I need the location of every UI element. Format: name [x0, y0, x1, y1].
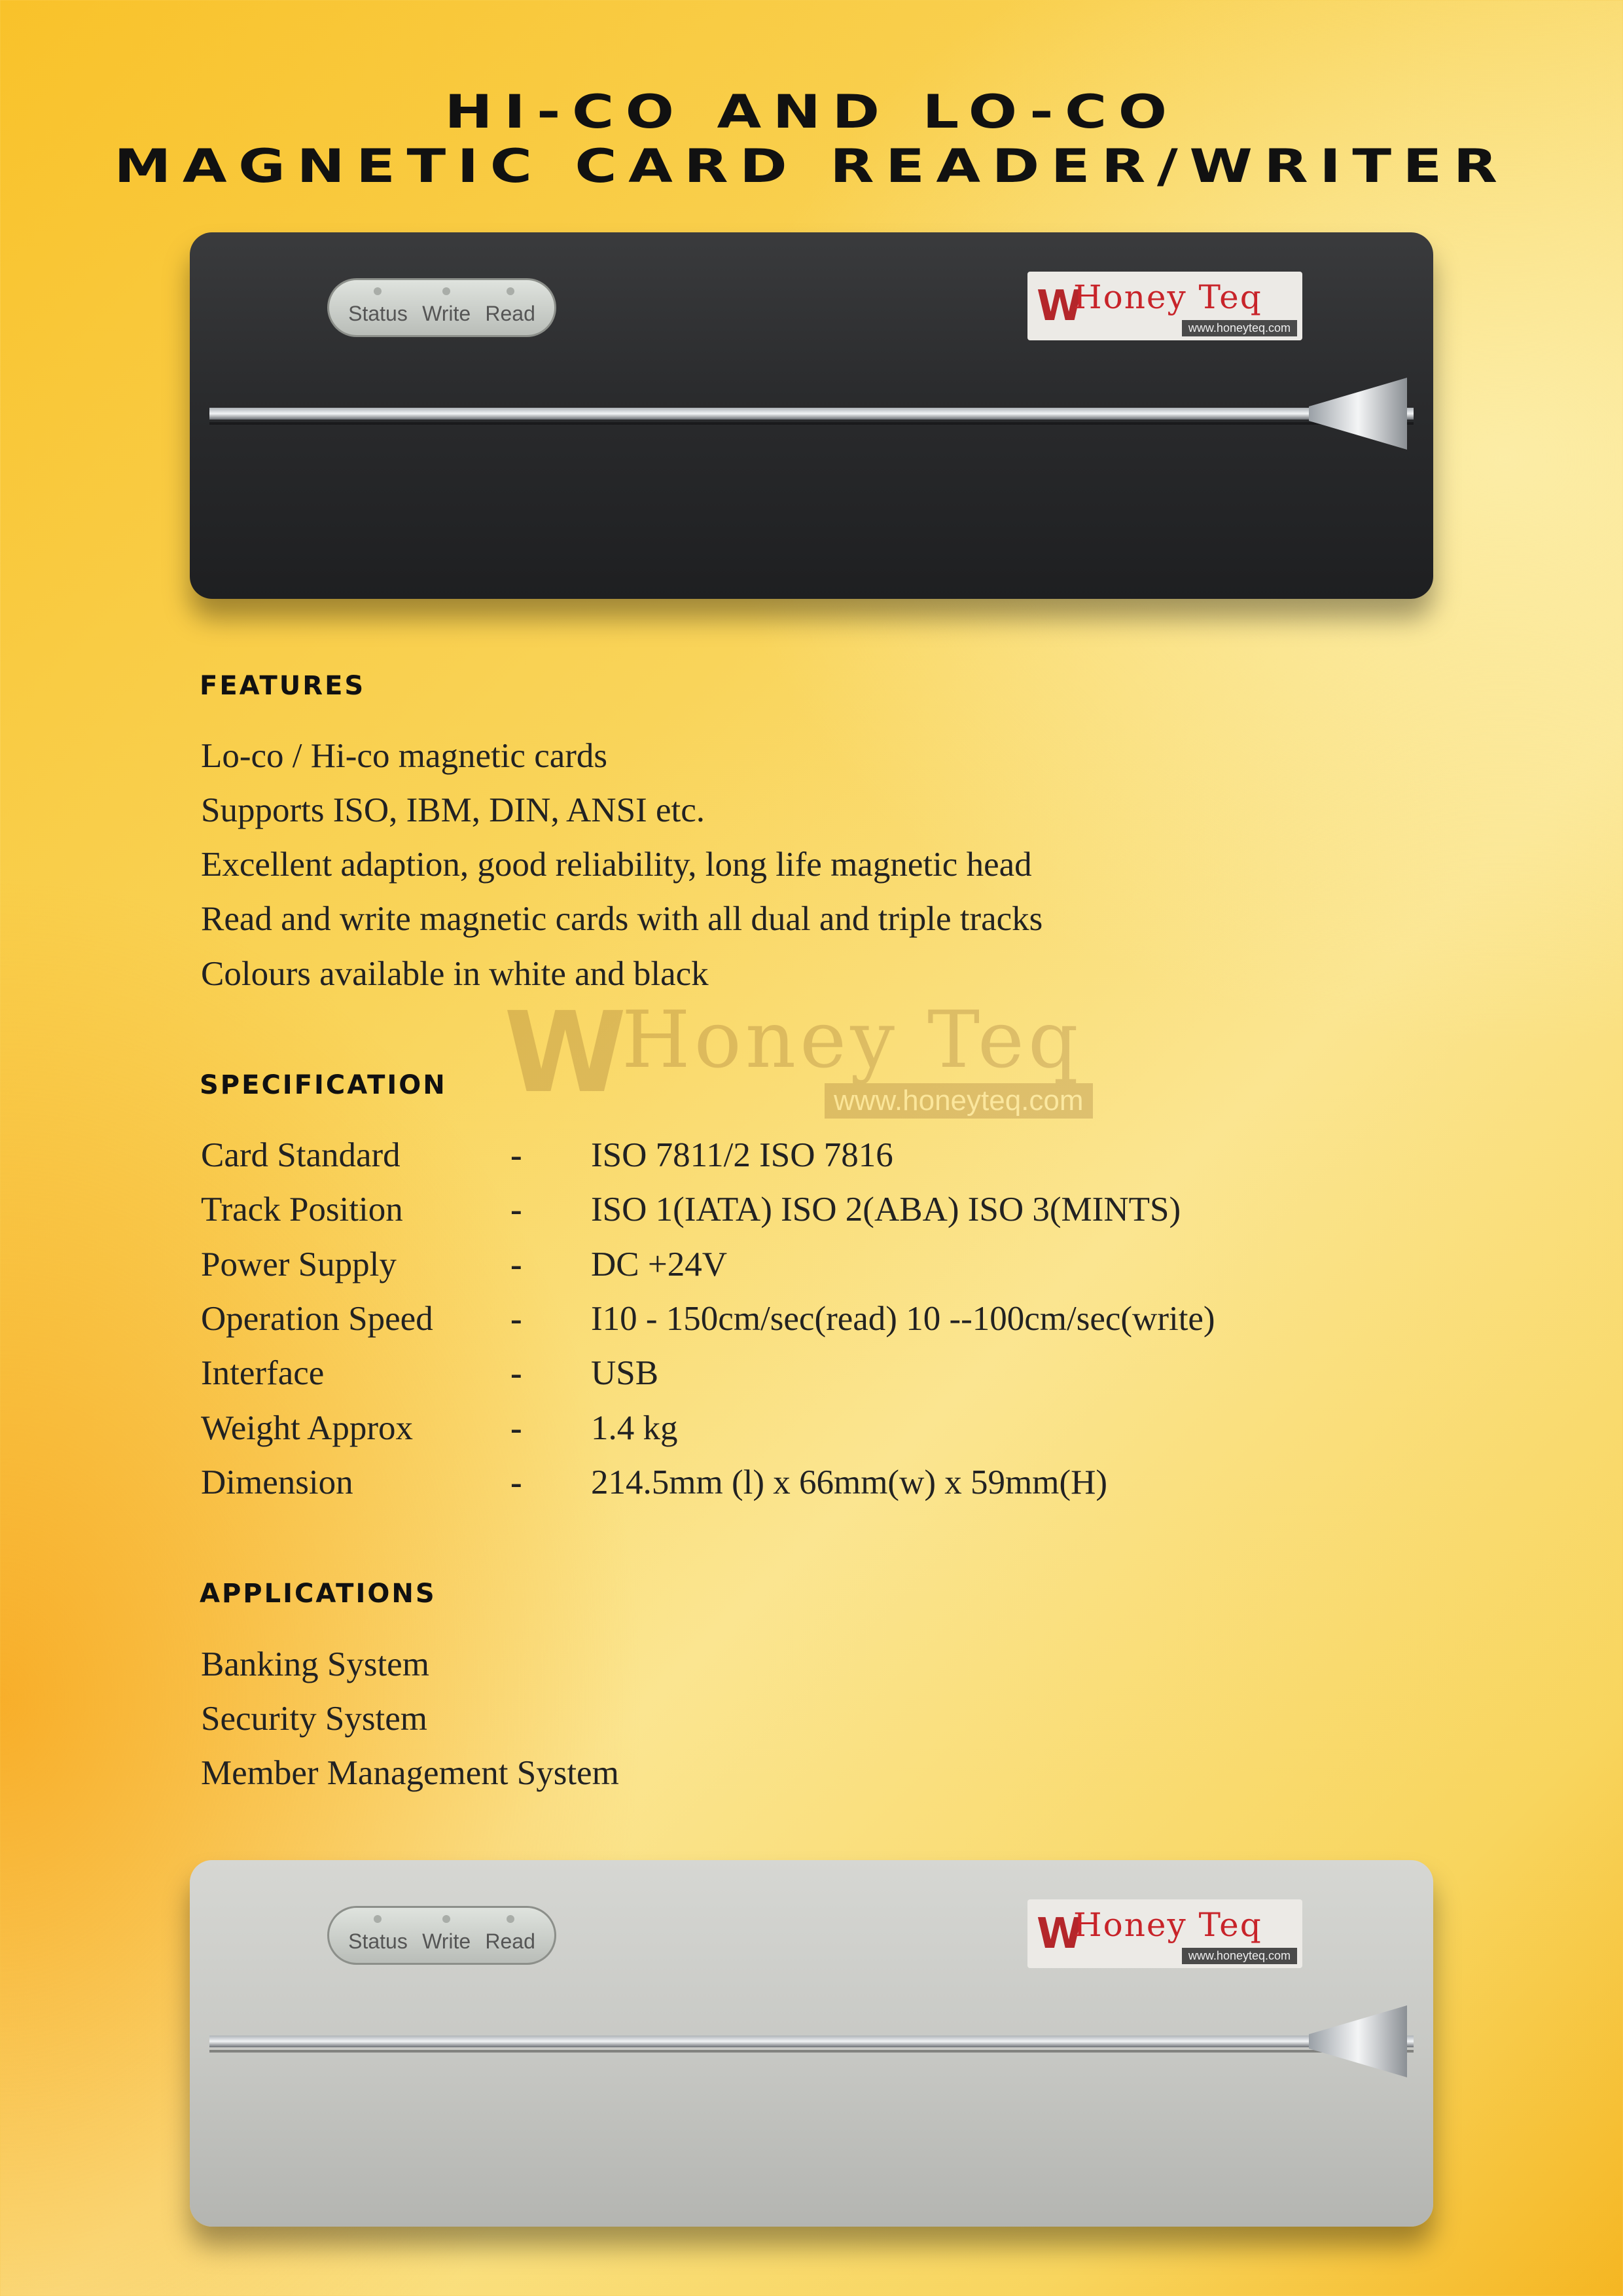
spec-separator: -: [510, 1354, 522, 1392]
honeyteq-logo-mark-icon: W: [1037, 282, 1083, 331]
page-title-line-2: MAGNETIC CARD READER/WRITER: [114, 139, 1509, 193]
logo-url: www.honeyteq.com: [1182, 320, 1297, 336]
honeyteq-logo: [1027, 272, 1302, 340]
honeyteq-watermark: [504, 982, 1119, 1139]
led-write-label: Write: [422, 302, 471, 325]
spec-label: Track Position: [201, 1191, 403, 1229]
watermark-brand: Honey Teq: [622, 995, 1082, 1086]
spec-separator: -: [510, 1136, 522, 1174]
feature-item: Supports ISO, IBM, DIN, ANSI etc.: [201, 791, 705, 829]
led-status-label: Status: [348, 302, 408, 325]
spec-label: Interface: [201, 1354, 325, 1392]
feature-item: Read and write magnetic cards with all dual and triple tracks: [201, 900, 1043, 938]
spec-separator: -: [510, 1463, 522, 1501]
black-card-reader-image: [190, 232, 1433, 599]
spec-label: Weight Approx: [201, 1409, 414, 1447]
led-write-label: Write: [422, 1929, 471, 1953]
feature-item: Excellent adaption, good reliability, long life magnetic head: [201, 846, 1032, 884]
spec-separator: -: [510, 1191, 522, 1229]
spec-value: USB: [591, 1354, 659, 1392]
led-read-label: Read: [485, 1929, 535, 1953]
spec-label: Operation Speed: [201, 1300, 433, 1338]
logo-url: www.honeyteq.com: [1182, 1948, 1297, 1964]
spec-value: ISO 1(IATA) ISO 2(ABA) ISO 3(MINTS): [591, 1191, 1181, 1229]
specification-heading: SPECIFICATION: [200, 1070, 447, 1100]
grey-card-reader-image: [190, 1860, 1433, 2227]
application-item: Banking System: [201, 1645, 429, 1683]
spec-separator: -: [510, 1409, 522, 1447]
led-status-label: Status: [348, 1929, 408, 1953]
spec-separator: -: [510, 1300, 522, 1338]
led-panel: [327, 1906, 556, 1965]
spec-value: DC +24V: [591, 1246, 728, 1283]
feature-item: Colours available in white and black: [201, 955, 709, 993]
spec-value: 214.5mm (l) x 66mm(w) x 59mm(H): [591, 1463, 1108, 1501]
watermark-url: www.honeyteq.com: [825, 1083, 1093, 1119]
spec-value: ISO 7811/2 ISO 7816: [591, 1136, 893, 1174]
feature-item: Lo-co / Hi-co magnetic cards: [201, 737, 608, 775]
spec-value: I10 - 150cm/sec(read) 10 --100cm/sec(write): [591, 1300, 1215, 1338]
spec-label: Card Standard: [201, 1136, 401, 1174]
application-item: Security System: [201, 1700, 427, 1738]
logo-brand: Honey Teq: [1073, 278, 1262, 316]
page-title-line-1: HI-CO AND LO-CO: [444, 85, 1179, 139]
spec-label: Power Supply: [201, 1246, 397, 1283]
watermark-mark-icon: W: [504, 988, 627, 1118]
features-heading: FEATURES: [200, 671, 366, 701]
spec-label: Dimension: [201, 1463, 353, 1501]
honeyteq-logo-mark-icon: W: [1037, 1910, 1083, 1958]
spec-value: 1.4 kg: [591, 1409, 678, 1447]
led-panel: [327, 278, 556, 337]
spec-separator: -: [510, 1246, 522, 1283]
logo-brand: Honey Teq: [1073, 1906, 1262, 1944]
led-read-label: Read: [485, 302, 535, 325]
applications-heading: APPLICATIONS: [200, 1579, 437, 1609]
honeyteq-logo: [1027, 1899, 1302, 1968]
application-item: Member Management System: [201, 1754, 619, 1792]
